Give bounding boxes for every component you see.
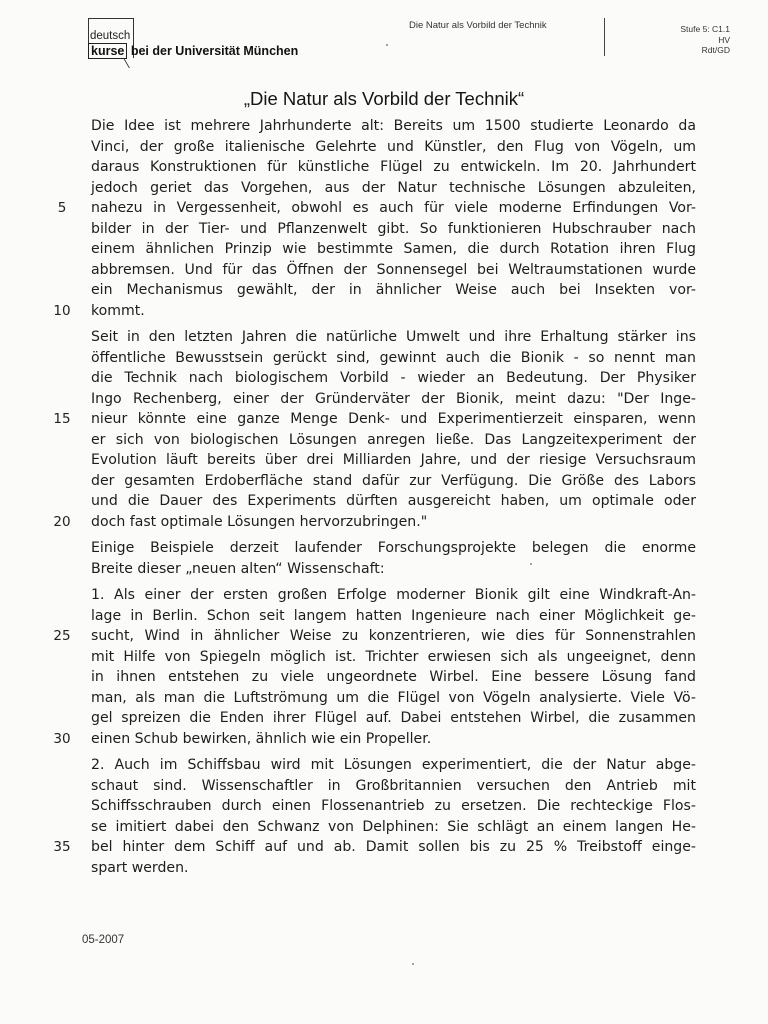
- body-text: [91, 116, 696, 878]
- text-line: bel hinter dem Schiff auf und ab. Damit sollen bis zu 25 % Treibstoff einge-: [91, 839, 696, 855]
- text-line: 2. Auch im Schiffsbau wird mit Lösungen experimentiert, die der Natur abge-: [91, 757, 696, 773]
- header-divider: [604, 18, 605, 56]
- text-line: einem ähnlichen Prinzip wie bestimmte Samen, die durch Rotation ihren Flug: [91, 241, 696, 257]
- text-line: Vinci, der große italienische Gelehrte und Künstler, den Flug von Vögeln, um: [91, 138, 696, 155]
- text-line: man, als man die Luftströmung um die Flügel von Vögeln analysierte. Viele Vö-: [91, 689, 696, 706]
- header-level-info: [680, 24, 730, 56]
- text-line: Einige Beispiele derzeit laufender Forschungsprojekte belegen die enorme: [91, 540, 696, 556]
- text-line: spart werden.: [91, 859, 189, 876]
- line-number: 30: [53, 730, 71, 747]
- text-line: abbremsen. Und für das Öffnen der Sonnensegel bei Weltraumstationen wurde: [91, 261, 696, 278]
- paragraph: [91, 116, 696, 321]
- text-line: nieur könnte eine ganze Menge Denk- und Experimentierzeit einsparen, wenn: [91, 411, 696, 427]
- text-line: Schiffsschrauben durch einen Flossenantrieb zu ersetzen. Die rechteckige Flos-: [91, 798, 696, 814]
- document-title: „Die Natur als Vorbild der Technik“: [243, 88, 525, 109]
- footer-date: 05-2007: [82, 934, 125, 946]
- text-line: lage in Berlin. Schon seit langem hatten Ingenieure nach einer Möglichkeit ge-: [91, 607, 696, 624]
- header-code: HV: [718, 34, 730, 45]
- logo-text-kurse: kurse: [88, 43, 127, 59]
- header-author: Rdt/GD: [701, 45, 730, 55]
- text-line: er sich von biologischen Lösungen anregen ließe. Das Langzeitexperiment der: [91, 431, 696, 448]
- text-line: kommt.: [91, 302, 145, 319]
- line-number: 5: [57, 200, 67, 216]
- text-line: ein Mechanismus gewählt, der in ähnlicher Weise auch bei Insekten vor-: [91, 282, 696, 298]
- text-line: einen Schub bewirken, ähnlich wie ein Propeller.: [91, 730, 432, 747]
- text-line: und die Dauer des Experiments dürften ausgereicht haben, um optimale oder: [91, 493, 696, 509]
- text-line: sucht, Wind in ähnlicher Weise zu konzentrieren, wie dies für Sonnenstrahlen: [91, 628, 696, 644]
- logo-frame-tail: [123, 58, 142, 68]
- text-line: bilder in der Tier- und Pflanzenwelt gibt. So funktionieren Hubschrauber nach: [91, 220, 696, 237]
- paragraph: [91, 538, 696, 579]
- text-line: der gesamten Erdoberfläche stand dafür zur Verfügung. Die Größe des Labors: [91, 472, 696, 489]
- header-running-title: Die Natur als Vorbild der Technik: [409, 20, 547, 31]
- paragraph: [91, 585, 696, 749]
- text-line: öffentliche Bewusstsein gerückt sind, gewinnt auch die Bionik - so nennt man: [91, 349, 696, 366]
- text-line: Die Idee ist mehrere Jahrhunderte alt: Bereits um 1500 studierte Leonardo da: [91, 118, 696, 134]
- text-line: Breite dieser „neuen alten“ Wissenschaft:: [91, 560, 385, 577]
- text-line: in ihnen entstehen zu viele ungeordnete Wirbel. Eine bessere Lösung fand: [91, 669, 696, 685]
- text-line: jedoch geriet das Vorgehen, aus der Natur technische Lösungen abzuleiten,: [91, 179, 696, 196]
- line-number: 15: [53, 411, 71, 427]
- text-line: gel spreizen die Enden ihrer Flügel auf. Dabei entstehen Wirbel, die zusammen: [91, 710, 696, 726]
- scan-speck: [412, 963, 414, 965]
- scan-speck: [530, 563, 532, 565]
- paragraph: [91, 755, 696, 878]
- text-line: schaut sind. Wissenschaftler in Großbritannien versuchen den Antrieb mit: [91, 777, 696, 794]
- text-line: Evolution läuft bereits über drei Milliarden Jahre, und der riesige Versuchsraum: [91, 452, 696, 468]
- line-number: 35: [53, 839, 71, 855]
- text-line: Seit in den letzten Jahren die natürliche Umwelt und ihre Erhaltung stärker ins: [91, 329, 696, 345]
- paragraph: [91, 327, 696, 532]
- logo-institution: [88, 43, 298, 59]
- logo-text-deutsch: deutsch: [90, 30, 131, 42]
- text-line: doch fast optimale Lösungen hervorzubringen.": [91, 513, 428, 530]
- text-line: die Technik nach biologischem Vorbild - wieder an Bedeutung. Der Physiker: [91, 370, 696, 386]
- line-number: 25: [53, 628, 71, 644]
- text-line: daraus Konstruktionen für künstliche Flügel zu entwickeln. Im 20. Jahrhundert: [91, 159, 696, 175]
- text-line: nahezu in Vergessenheit, obwohl es auch für viele moderne Erfindungen Vor-: [91, 200, 696, 216]
- text-line: 1. Als einer der ersten großen Erfolge moderner Bionik gilt eine Windkraft-An-: [91, 587, 696, 603]
- text-line: Ingo Rechenberg, einer der Gründerväter der Bionik, meint dazu: "Der Inge-: [91, 390, 696, 407]
- line-number: 20: [53, 513, 71, 530]
- scan-speck: [386, 44, 388, 46]
- header-level: Stufe 5: C1.1: [680, 24, 730, 34]
- line-number: 10: [53, 302, 71, 319]
- logo-text-university: bei der Universität München: [130, 44, 299, 58]
- text-line: mit Hilfe von Spiegeln möglich ist. Trichter erwiesen sich als ungeeignet, denn: [91, 648, 696, 665]
- text-line: se imitiert dabei den Schwanz von Delphinen: Sie schlägt an einem langen He-: [91, 818, 696, 835]
